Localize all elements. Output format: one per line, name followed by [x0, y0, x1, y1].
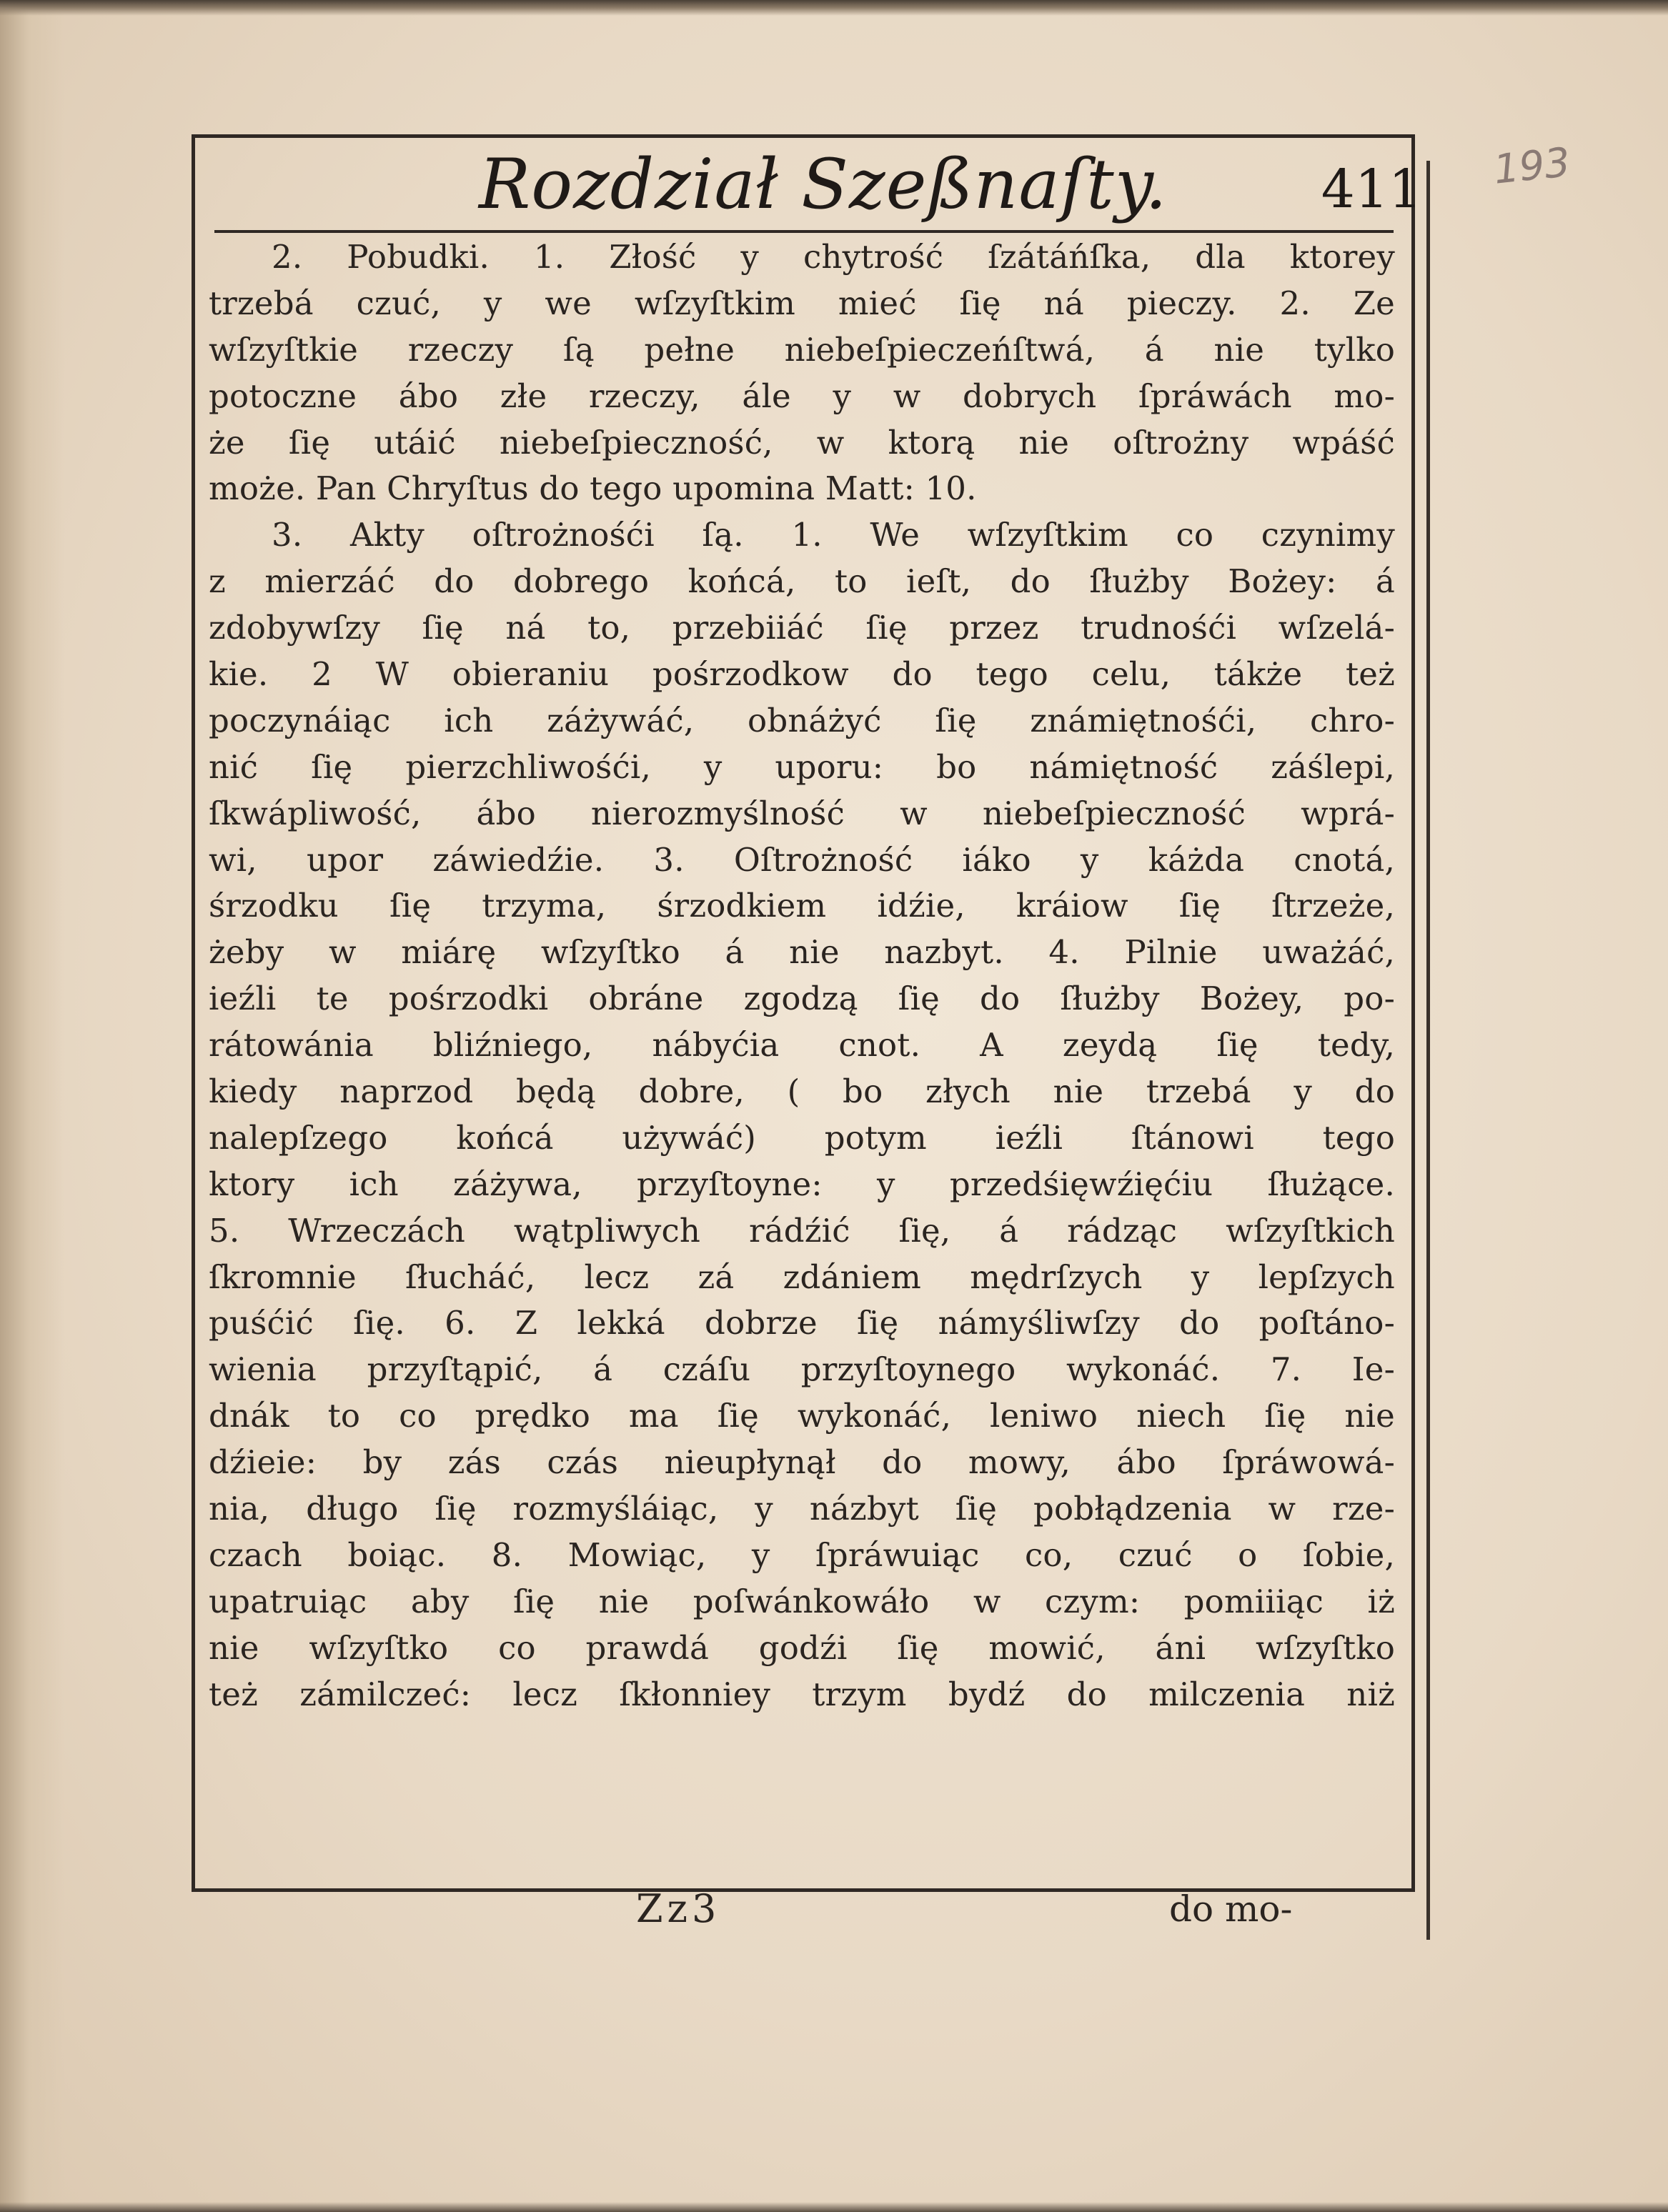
page-number: 411 [1321, 159, 1422, 220]
body-text [209, 234, 1395, 1718]
text-line: z mierzáć do dobrego końcá, to ieſt, do ſłużby Bożey: á [209, 562, 1395, 601]
text-line: ſkwápliwość, ábo nierozmyślność w niebeſpieczność wprá- [209, 794, 1395, 832]
signature-mark: Zz3 [636, 1886, 721, 1931]
handwritten-folio-number: 193 [1491, 139, 1573, 194]
text-line: trzebá czuć, y we wſzyſtkim mieć ſię ná pieczy. 2. Ze [209, 284, 1395, 322]
text-line: dźieie: by zás czás nieupłynął do mowy, ábo ſpráwowá- [209, 1443, 1395, 1482]
text-line: 5. Wrzeczách wątpliwych rádźić ſię, á rádząc wſzyſtkich [209, 1211, 1395, 1250]
text-line: ieźli te pośrzodki obráne zgodzą ſię do ſłużby Bożey, po- [209, 980, 1395, 1018]
text-line: rátowánia bliźniego, nábyćia cnot. A zeydą ſię tedy, [209, 1026, 1395, 1065]
text-line: puśćić ſię. 6. Z lekká dobrze ſię námyśliwſzy do poſtáno- [209, 1304, 1395, 1342]
text-line: wſzyſtkie rzeczy ſą pełne niebeſpieczeńſtwá, á nie tylko [209, 330, 1395, 369]
text-line: dnák to co prędko ma ſię wykonáć, leniwo niech ſię nie [209, 1397, 1395, 1435]
text-line: też zámilczeć: lecz ſkłonniey trzym bydź do milczenia niż [209, 1675, 1395, 1713]
text-line: upatruiąc aby ſię nie poſwánkowáło w czym: pomiiiąc iż [209, 1582, 1395, 1620]
text-line: może. Pan Chryſtus do tego upomina Matt: 10. [209, 469, 977, 508]
text-line: 3. Akty oſtrożnośći ſą. 1. We wſzyſtkim co czynimy [272, 516, 1395, 554]
text-line: poczynáiąc ich záżywáć, obnáżyć ſię známiętnośći, chro- [209, 701, 1395, 739]
page-gutter-shadow [0, 0, 64, 2212]
chapter-title: Rozdział Szeßnaſty. [479, 144, 1168, 224]
text-line: kiedy naprzod będą dobre, ( bo złych nie trzebá y do [209, 1072, 1395, 1111]
text-line: nie wſzyſtko co prawdá godźi ſię mowić, áni wſzyſtko [209, 1628, 1395, 1667]
text-line: kie. 2 W obieraniu pośrzodkow do tego celu, tákże też [209, 655, 1395, 694]
text-line: śrzodku ſię trzyma, śrzodkiem idźie, kráiow ſię ſtrzeże, [209, 887, 1395, 925]
text-line: ktory ich záżywa, przyſtoyne: y przedśięwźięćiu ſłużące. [209, 1165, 1395, 1203]
catchword: do mo- [1169, 1888, 1293, 1930]
text-line: wi, upor záwiedźie. 3. Oſtrożność iáko y káżda cnotá, [209, 840, 1395, 879]
text-frame-outer-rule [1426, 161, 1430, 1940]
page-top-edge [0, 0, 1668, 16]
text-line: ſkromnie ſłucháć, lecz zá zdániem mędrſzych y lepſzych [209, 1257, 1395, 1296]
text-line: czach boiąc. 8. Mowiąc, y ſpráwuiąc co, czuć o ſobie, [209, 1535, 1395, 1574]
text-line: żeby w miárę wſzyſtko á nie nazbyt. 4. Pilnie uważáć, [209, 933, 1395, 972]
text-line: potoczne ábo złe rzeczy, ále y w dobrych ſpráwách mo- [209, 377, 1395, 415]
text-line: nia, długo ſię rozmyśláiąc, y názbyt ſię pobłądzenia w rze- [209, 1490, 1395, 1528]
text-line: nić ſię pierzchliwośći, y uporu: bo námiętność záślepi, [209, 747, 1395, 786]
text-line: wienia przyſtąpić, á czáſu przyſtoynego wykonáć. 7. Ie- [209, 1350, 1395, 1389]
text-line: że ſię utáić niebeſpieczność, w ktorą nie oſtrożny wpáść [209, 423, 1395, 462]
text-line: 2. Pobudki. 1. Złość y chytrość ſzátáńſka, dla ktorey [272, 238, 1395, 276]
text-line: nalepſzego końcá używáć) potym ieźli ſtánowi tego [209, 1118, 1395, 1157]
page-bottom-edge [0, 2202, 1668, 2212]
text-line: zdobywſzy ſię ná to, przebiiáć ſię przez trudnośći wſzelá- [209, 609, 1395, 647]
